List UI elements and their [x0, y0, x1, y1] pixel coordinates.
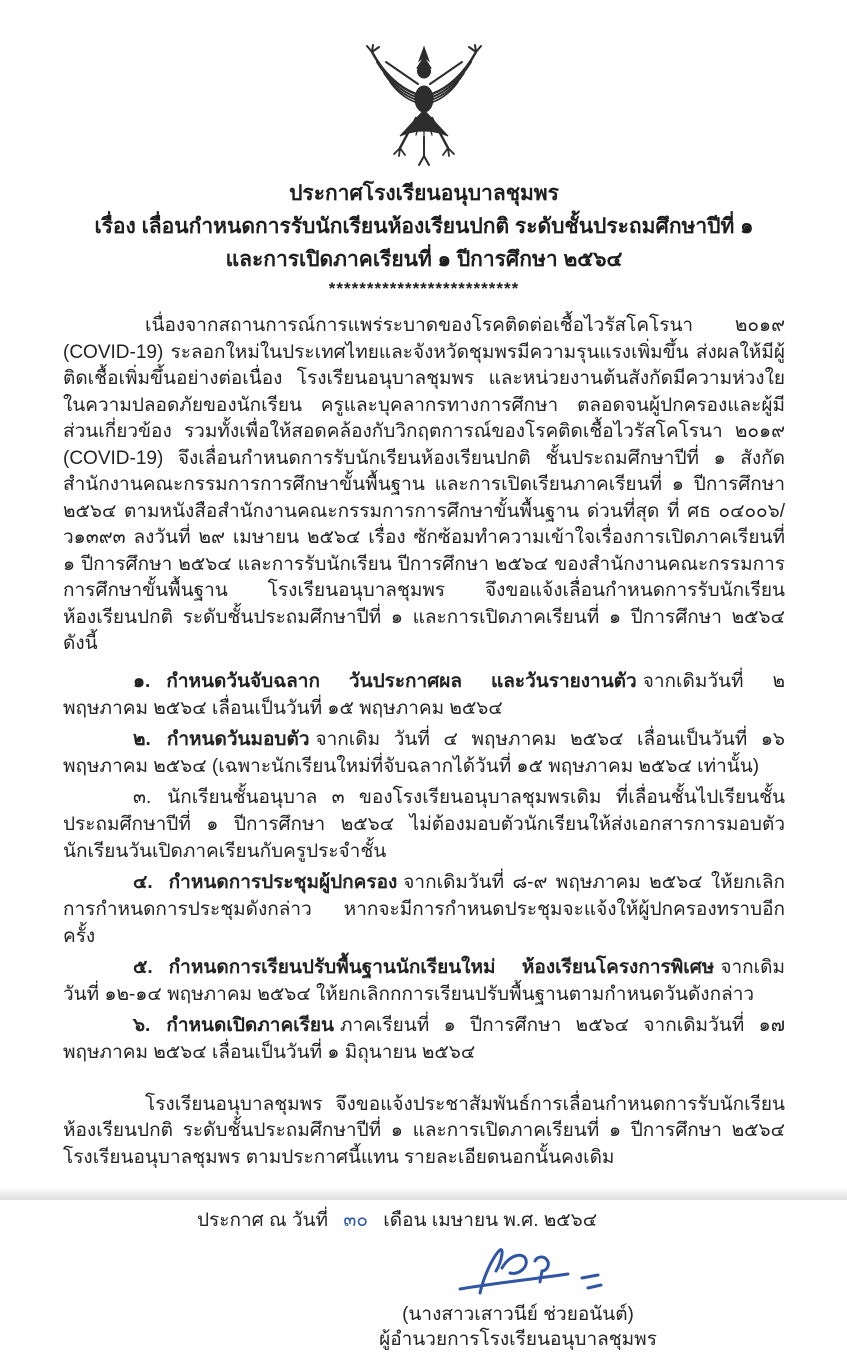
item-text: จากเดิมวันที่ ๒ พฤษภาคม ๒๕๖๔ เลื่อนเป็นวันที่ ๑๕ พฤษภาคม ๒๕๖๔ [63, 670, 785, 719]
title-line-2: เรื่อง เลื่อนกำหนดการรับนักเรียนห้องเรียนปกติ ระดับชั้นประถมศึกษาปีที่ ๑ [94, 215, 754, 238]
signer-name: (นางสาวเสาวนีย์ ช่วยอนันต์) [402, 1304, 634, 1325]
list-item [63, 954, 785, 1008]
garuda-emblem [360, 44, 488, 175]
issue-date-line [197, 1205, 785, 1235]
list-item [63, 726, 785, 780]
item-bold-label: กำหนดวันจับฉลาก วันประกาศผล และวันรายงานตัว [166, 670, 637, 692]
signer-title: ผู้อำนวยการโรงเรียนอนุบาลชุมพร [379, 1329, 657, 1350]
closing-paragraph: โรงเรียนอนุบาลชุมพร จึงขอแจ้งประชาสัมพันธ์การเลื่อนกำหนดการรับนักเรียนห้องเรียนปกติ ระดับชั้นประถมศึกษาปีที่ ๑ และการเปิดภาคเรียนที่ ๑ ปีการศึกษา ๒๕๖๔ โรงเรียนอนุบาลชุมพร ตามประกาศนี้แทน รายละเอียดนอกนั้นคงเดิม [63, 1093, 785, 1168]
item-text: นักเรียนชั้นอนุบาล ๓ ของโรงเรียนอนุบาลชุมพรเดิม ที่เลื่อนชั้นไปเรียนชั้นประถมศึกษาปีที่ ๑ ปีการศึกษา ๒๕๖๔ ไม่ต้องมอบตัวนักเรียนให้ส่งเอกสารการมอบตัวนักเรียนวันเปิดภาคเรียนกับครูประจำชั้น [63, 786, 785, 862]
item-text: จากเดิมวันที่ ๘-๙ พฤษภาคม ๒๕๖๔ ให้ยกเลิกการกำหนดการประชุมดังกล่าว หากจะมีการกำหนดประชุมจะแจ้งให้ผู้ปกครองทราบอีกครั้ง [63, 871, 785, 947]
intro-paragraph: เนื่องจากสถานการณ์การแพร่ระบาดของโรคติดต่อเชื้อไวรัสโคโรนา ๒๐๑๙ (COVID-19) ระลอกใหม่ในประเทศไทยและจังหวัดชุมพรมีความรุนแรงเพิ่มขึ้น ส่งผลให้มีผู้ติดเชื้อเพิ่มขึ้นอย่างต่อเนื่อง โรงเรียนอนุบาลชุมพร และหน่วยงานต้นสังกัดมีความห่วงใยในความปลอดภัยของนักเรียน ครูและบุคลากรทางการศึกษา ตลอดจนผู้ปกครองและผู้มีส่วนเกี่ยวข้อง รวมทั้งเพื่อให้สอดคล้องกับวิกฤตการณ์ของโรคติดเชื้อไวรัสโคโรนา ๒๐๑๙ (COVID-19) จึงเลื่อนกำหนดการรับนักเรียนห้องเรียนปกติ ชั้นประถมศึกษาปีที่ ๑ สังกัดสำนักงานคณะกรรมการการศึกษาขั้นพื้นฐาน และการเปิดเรียนภาคเรียนที่ ๑ ปีการศึกษา ๒๕๖๔ ตามหนังสือสำนักงานคณะกรรมการการศึกษาขั้นพื้นฐาน ด่วนที่สุด ที่ ศธ ๐๔๐๐๖/ว๑๓๙๓ ลงวันที่ ๒๙ เมษายน ๒๕๖๔ เรื่อง ซักซ้อมทำความเข้าใจเรื่องการเปิดภาคเรียนที่ ๑ ปีการศึกษา ๒๕๖๔ และการรับนักเรียน ปีการศึกษา ๒๕๖๔ ของสำนักงานคณะกรรมการการศึกษาขั้นพื้นฐาน โรงเรียนอนุบาลชุมพร จึงขอแจ้งเลื่อนกำหนดการรับนักเรียนห้องเรียนปกติ ระดับชั้นประถมศึกษาปีที่ ๑ และการเปิดภาคเรียนที่ ๑ ปีการศึกษา ๒๕๖๔ ดังนี้ [63, 315, 785, 654]
title-line-1: ประกาศโรงเรียนอนุบาลชุมพร [289, 182, 559, 205]
signature-scrawl [393, 1241, 673, 1304]
item-bold-label: กำหนดการเรียนปรับพื้นฐานนักเรียนใหม่ ห้องเรียนโครงการพิเศษ [168, 956, 715, 978]
item-text: จากเดิมวันที่ ๑๒-๑๔ พฤษภาคม ๒๕๖๔ ให้ยกเลิกกการเรียนปรับพื้นฐานตามกำหนดวันดังกล่าว [63, 956, 785, 1005]
item-bold-label: กำหนดวันมอบตัว [166, 728, 310, 750]
item-bold-label: กำหนดการประชุมผู้ปกครอง [168, 871, 398, 893]
handwritten-day: ๓๐ [343, 1210, 368, 1231]
announcement-title [63, 177, 785, 276]
title-line-3: และการเปิดภาคเรียนที่ ๑ ปีการศึกษา ๒๕๖๔ [225, 248, 623, 271]
item-number: ๑. [133, 670, 151, 692]
signature-block [363, 1241, 673, 1352]
list-item [63, 784, 785, 865]
item-number: ๔. [133, 871, 153, 893]
items-list [63, 668, 785, 1066]
scan-edge-shadow [0, 1187, 847, 1200]
item-number: ๕. [133, 956, 153, 978]
item-text: ภาคเรียนที่ ๑ ปีการศึกษา ๒๕๖๔ จากเดิมวันที่ ๑๗ พฤษภาคม ๒๕๖๔ เลื่อนเป็นวันที่ ๑ มิถุนายน ๒๕๖๔ [63, 1014, 785, 1063]
item-number: ๖. [133, 1014, 151, 1036]
item-bold-label: กำหนดเปิดภาคเรียน [166, 1014, 334, 1036]
list-item [63, 668, 785, 722]
divider-stars: ************************* [328, 279, 520, 298]
list-item [63, 1012, 785, 1066]
item-text: จากเดิม วันที่ ๔ พฤษภาคม ๒๕๖๔ เลื่อนเป็นวันที่ ๑๖ พฤษภาคม ๒๕๖๔ (เฉพาะนักเรียนใหม่ที่จับฉลากได้วันที่ ๑๕ พฤษภาคม ๒๕๖๔ เท่านั้น) [63, 728, 785, 777]
date-rest: เดือน เมษายน พ.ศ. ๒๕๖๔ [383, 1210, 598, 1231]
item-number: ๒. [133, 728, 151, 750]
list-item [63, 869, 785, 950]
item-number: ๓. [133, 786, 152, 808]
date-prefix: ประกาศ ณ วันที่ [197, 1210, 329, 1231]
